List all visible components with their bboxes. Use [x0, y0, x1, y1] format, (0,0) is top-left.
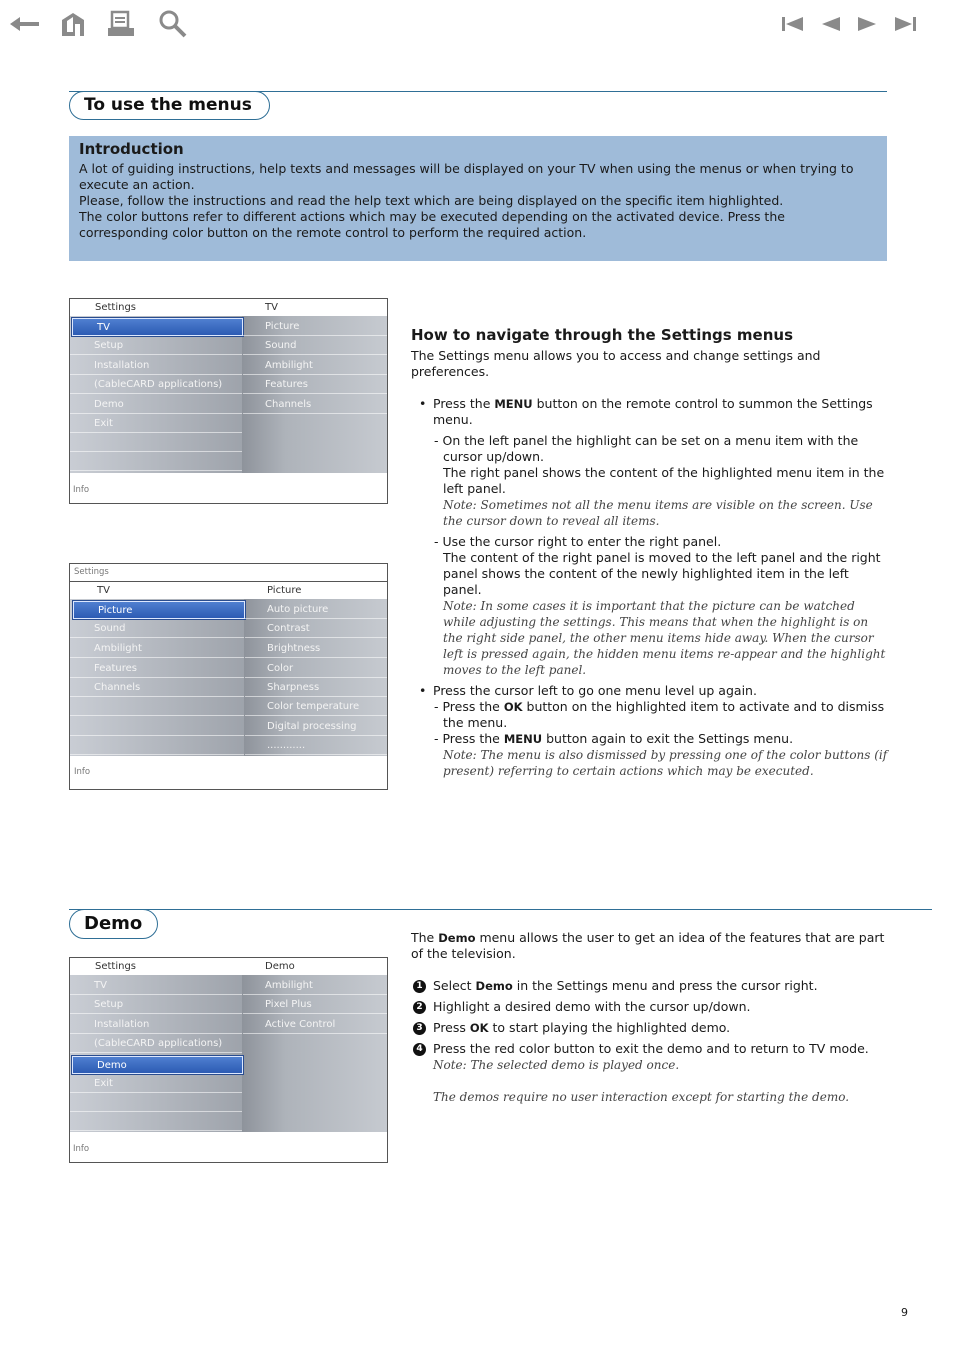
demo-intro: The Demo menu allows the user to get an idea of the features that are part of the television. — [411, 930, 885, 961]
menu-item: (CableCARD applications) — [70, 376, 242, 394]
menu-item: Demo — [70, 396, 242, 414]
menu-item: Features — [243, 376, 387, 394]
step-number: 4 — [413, 1043, 426, 1056]
key-label: MENU — [503, 732, 543, 746]
note-text: Note: In some cases it is important that the picture can be watched while adjusting the settings. This means that when the highlight is on the right side panel, the other menu items hide away. When the cursor left is pressed again, the hidden menu items re-appear and the highlight moves to the left panel. — [443, 599, 886, 677]
menu-item — [70, 737, 244, 755]
demo-menu-screenshot — [69, 957, 388, 1163]
previous-page-icon[interactable] — [814, 8, 848, 40]
divider — [70, 581, 387, 582]
menu-item: Ambilight — [243, 357, 387, 375]
step-item: 1 Select Demo in the Settings menu and press the cursor right. — [411, 978, 889, 994]
introduction-paragraph: A lot of guiding instructions, help texts and messages will be displayed on your TV when using the menus or when trying to execute an action. — [79, 161, 854, 192]
menu-item: Demo — [72, 1056, 243, 1074]
key-label: OK — [503, 700, 523, 714]
section-title: To use the menus — [69, 91, 270, 120]
menu-item: Ambilight — [243, 977, 387, 995]
step-item: 3 Press OK to start playing the highlighted demo. — [411, 1020, 889, 1036]
menu-right-title: Demo — [265, 961, 295, 972]
next-page-icon[interactable] — [850, 8, 884, 40]
introduction-paragraph: The color buttons refer to different actions which may be executed depending on the activated device. Press the corresponding color button on the remote control to perform the required action. — [79, 209, 785, 240]
menu-item: Picture — [73, 601, 245, 619]
menu-item: Ambilight — [70, 640, 244, 658]
print-icon[interactable] — [104, 8, 138, 40]
menu-item — [70, 1113, 242, 1131]
dash-item: - On the left panel the highlight can be set on a menu item with the cursor up/down. — [434, 433, 859, 464]
note-text: Note: The menu is also dismissed by pressing one of the color buttons (if present) referring to certain actions which may be executed. — [443, 748, 888, 778]
menu-right-title: Picture — [267, 585, 302, 596]
menu-item: Contrast — [245, 620, 387, 638]
key-label: Demo — [475, 979, 513, 993]
section-divider — [69, 909, 932, 910]
menu-item: Color temperature — [245, 698, 387, 716]
back-arrow-icon[interactable] — [8, 8, 42, 40]
page-number: 9 — [901, 1306, 908, 1319]
navigate-heading: How to navigate through the Settings menus — [411, 326, 794, 344]
menu-item — [70, 1094, 242, 1112]
section-title: Demo — [69, 909, 158, 939]
menu-item: Installation — [70, 357, 242, 375]
menu-item: Channels — [70, 679, 244, 697]
note-text: Note: Sometimes not all the menu items are visible on the screen. Use the cursor down to reveal all items. — [443, 498, 873, 528]
dash-item: - Press the OK button on the highlighted item to activate and to dismiss the menu. — [434, 699, 885, 730]
menu-item: Brightness — [245, 640, 387, 658]
menu-item: Exit — [70, 415, 242, 433]
navigate-intro: The Settings menu allows you to access and change settings and preferences. — [411, 348, 821, 379]
home-icon[interactable] — [56, 8, 90, 40]
bullet-item: • Press the cursor left to go one menu level up again. — [411, 683, 889, 699]
menu-item: Picture — [243, 318, 387, 336]
menu-item — [70, 718, 244, 736]
menu-item: Auto picture — [245, 601, 387, 619]
menu-item: TV — [70, 977, 242, 995]
introduction-box — [69, 136, 887, 261]
first-page-icon[interactable] — [776, 8, 810, 40]
menu-item: Features — [70, 660, 244, 678]
menu-item: Setup — [70, 337, 242, 355]
menu-left-title: Settings — [95, 302, 137, 313]
menu-item: TV — [72, 318, 243, 336]
bullet-item: • Press the MENU button on the remote control to summon the Settings menu. — [411, 396, 889, 428]
note-text: The demos require no user interaction except for starting the demo. — [433, 1090, 850, 1104]
step-number: 2 — [413, 1001, 426, 1014]
menu-item: Channels — [243, 396, 387, 414]
picture-menu-screenshot — [69, 563, 388, 790]
step-number: 3 — [413, 1022, 426, 1035]
introduction-paragraph: Please, follow the instructions and read the help text which are being displayed on the specific item highlighted. — [79, 193, 784, 208]
menu-left-title: TV — [97, 585, 110, 596]
menu-right-title: TV — [265, 302, 278, 313]
step-number: 1 — [413, 980, 426, 993]
menu-top-title: Settings — [74, 567, 109, 577]
key-label: MENU — [494, 397, 533, 411]
menu-item: Pixel Plus — [243, 996, 387, 1014]
dash-item: - Press the MENU button again to exit the Settings menu. — [434, 731, 794, 746]
menu-item: Color — [245, 660, 387, 678]
menu-item: (CableCARD applications) — [70, 1035, 242, 1053]
menu-item: Active Control — [243, 1016, 387, 1034]
settings-menu-screenshot — [69, 298, 388, 504]
key-label: OK — [469, 1021, 489, 1035]
demo-section — [411, 930, 889, 1105]
menu-item: Sharpness — [245, 679, 387, 697]
menu-item: Digital processing — [245, 718, 387, 736]
note-text: Note: The selected demo is played once. — [433, 1058, 680, 1072]
dash-item-continued: The content of the right panel is moved to the left panel and the right panel shows the content of the newly highlighted item in the left panel. — [443, 550, 881, 597]
introduction-heading: Introduction — [79, 140, 184, 158]
menu-item: Sound — [70, 620, 244, 638]
menu-item: Setup — [70, 996, 242, 1014]
menu-item — [70, 453, 242, 471]
menu-item: ............ — [245, 737, 387, 755]
menu-info-label: Info — [73, 1144, 90, 1154]
menu-item: Exit — [70, 1075, 242, 1093]
menu-item — [70, 698, 244, 716]
step-item: 4 Press the red color button to exit the demo and to return to TV mode. — [411, 1041, 889, 1057]
top-navigation — [8, 8, 924, 42]
menu-left-title: Settings — [95, 961, 137, 972]
search-icon[interactable] — [156, 8, 190, 40]
menu-item — [70, 434, 242, 452]
last-page-icon[interactable] — [888, 8, 922, 40]
key-label: Demo — [438, 931, 476, 945]
step-item: 2 Highlight a desired demo with the cursor up/down. — [411, 999, 889, 1015]
navigate-section — [411, 327, 889, 779]
dash-item: - Use the cursor right to enter the right panel. — [434, 534, 722, 549]
dash-item-continued: The right panel shows the content of the highlighted menu item in the left panel. — [443, 465, 885, 496]
menu-item: Sound — [243, 337, 387, 355]
menu-info-label: Info — [74, 767, 91, 777]
menu-item: Installation — [70, 1016, 242, 1034]
menu-info-label: Info — [73, 485, 90, 495]
